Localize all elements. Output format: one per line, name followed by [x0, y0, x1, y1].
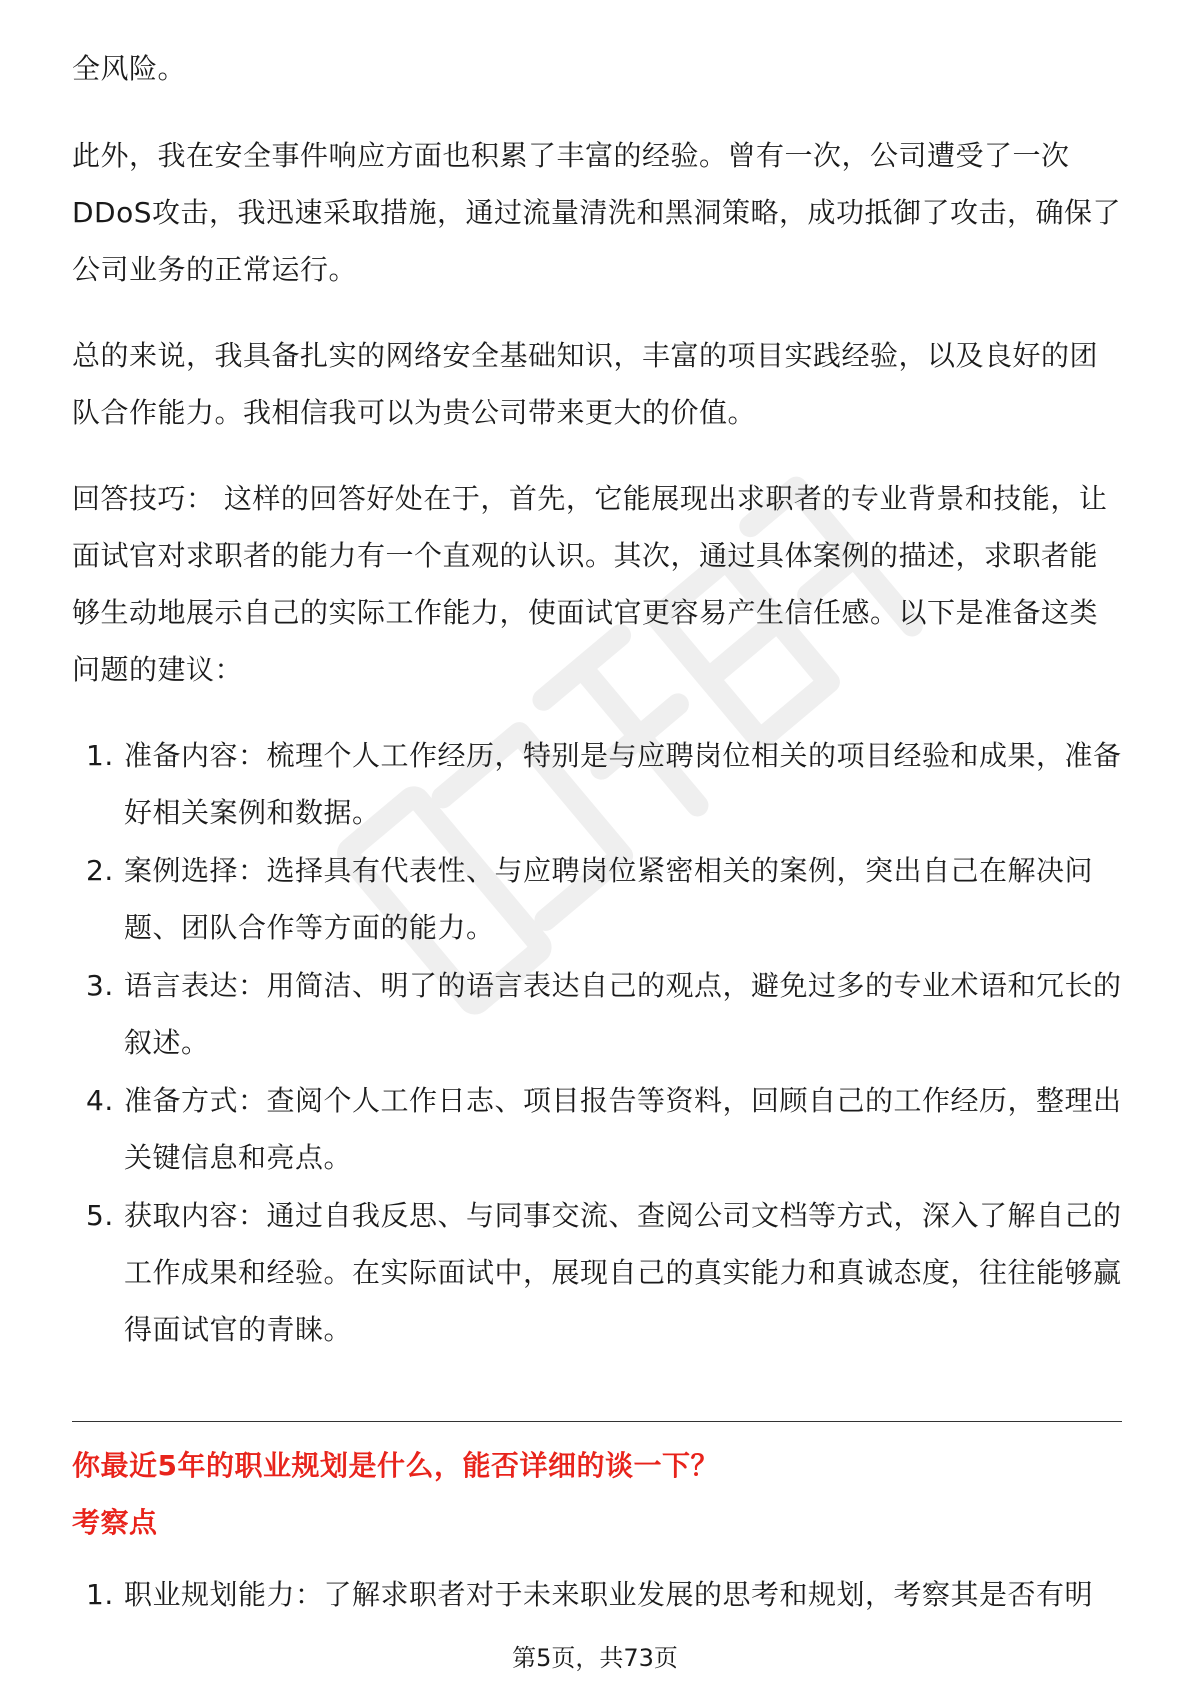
section-subheading: 考察点	[72, 1506, 158, 1539]
list-item-number: 2.	[86, 854, 114, 887]
section-divider	[72, 1421, 1122, 1422]
paragraph-summary: 总的来说，我具备扎实的网络安全基础知识，丰富的项目实践经验，以及良好的团队合作能力。我相信我可以为贵公司带来更大的价值。	[72, 339, 1099, 429]
list-item-number: 4.	[86, 1084, 114, 1117]
list-item	[72, 1566, 1122, 1623]
list-item-text: 获取内容：通过自我反思、与同事交流、查阅公司文档等方式，深入了解自己的工作成果和经验。在实际面试中，展现自己的真实能力和真诚态度，往往能够赢得面试官的青睐。	[124, 1199, 1122, 1346]
list-item-number: 3.	[86, 969, 114, 1002]
list-item-text: 准备方式：查阅个人工作日志、项目报告等资料，回顾自己的工作经历，整理出关键信息和亮点。	[124, 1084, 1122, 1174]
list-item-number: 1.	[86, 739, 114, 772]
paragraph-incident-response: 此外，我在安全事件响应方面也积累了丰富的经验。曾有一次，公司遭受了一次DDoS攻击，我迅速采取措施，通过流量清洗和黑洞策略，成功抵御了攻击，确保了公司业务的正常运行。	[72, 139, 1122, 286]
question-heading: 你最近5年的职业规划是什么，能否详细的谈一下？	[72, 1449, 719, 1482]
list-item-text: 案例选择：选择具有代表性、与应聘岗位紧密相关的案例，突出自己在解决问题、团队合作等方面的能力。	[124, 854, 1094, 944]
list-item	[72, 1187, 1122, 1358]
paragraph-answer-tips: 回答技巧： 这样的回答好处在于，首先，它能展现出求职者的专业背景和技能，让面试官对求职者的能力有一个直观的认识。其次，通过具体案例的描述，求职者能够生动地展示自己的实际工作能力，使面试官更容易产生信任感。以下是准备这类问题的建议：	[72, 482, 1108, 686]
list-item	[72, 727, 1122, 841]
main-content	[72, 40, 1122, 1359]
list-item	[72, 1072, 1122, 1186]
paragraph-continuation: 全风险。	[72, 52, 187, 85]
tips-list	[72, 727, 1122, 1358]
list-item-text: 准备内容：梳理个人工作经历，特别是与应聘岗位相关的项目经验和成果，准备好相关案例和数据。	[124, 739, 1122, 829]
list-item	[72, 957, 1122, 1071]
list-item	[72, 842, 1122, 956]
assessment-points-list	[72, 1566, 1122, 1623]
list-item-number: 5.	[86, 1199, 114, 1232]
list-item-number: 1.	[86, 1578, 114, 1611]
page-number-footer: 第5页，共73页	[512, 1644, 678, 1672]
list-item-text: 职业规划能力：了解求职者对于未来职业发展的思考和规划，考察其是否有明	[124, 1578, 1094, 1611]
list-item-text: 语言表达：用简洁、明了的语言表达自己的观点，避免过多的专业术语和冗长的叙述。	[124, 969, 1122, 1059]
